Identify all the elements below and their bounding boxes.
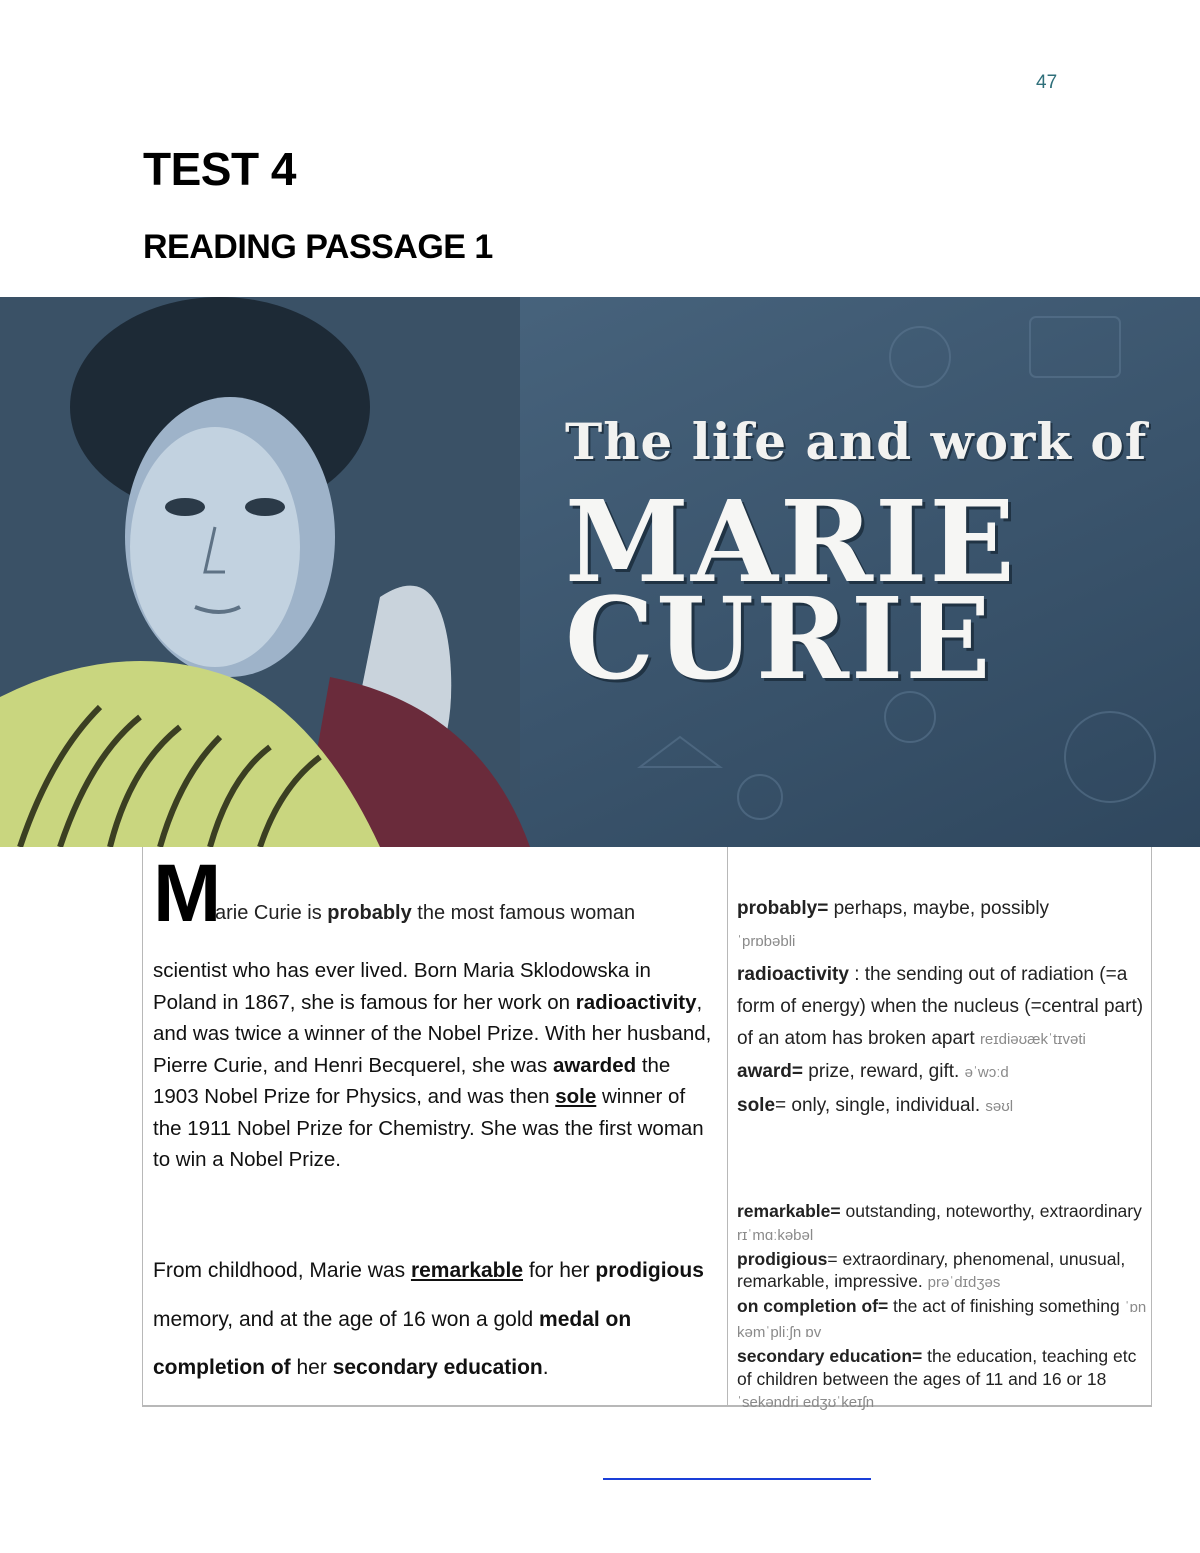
glossary-pronunciation: rɪˈmɑːkəbəl xyxy=(737,1226,814,1244)
glossary-pronunciation: ˈsekəndri edʒʊˈkeɪʃn xyxy=(737,1394,875,1412)
p2-text-2: for her xyxy=(523,1259,596,1282)
glossary-term: award= xyxy=(737,1061,804,1083)
glossary-term: remarkable= xyxy=(737,1201,841,1221)
glossary-definition: = extraordinary, phenomenal, unusual, remarkable, impressive. xyxy=(737,1248,1126,1292)
glossary-term: sole xyxy=(737,1094,776,1116)
first-line-text: arie Curie is xyxy=(215,902,322,924)
glossary-definition: the act of finishing something xyxy=(888,1296,1120,1317)
glossary-pronunciation: ˈprɒbəbli xyxy=(737,933,796,951)
passage-table xyxy=(142,847,1152,1412)
glossary-definition: outstanding, noteworthy, extraordinary xyxy=(840,1201,1142,1221)
passage-title: READING PASSAGE 1 xyxy=(143,228,493,266)
passage-paragraph-2 xyxy=(153,1247,718,1393)
glossary-term: probably= xyxy=(737,898,829,919)
glossary-entry-probably xyxy=(737,893,1147,959)
passage-first-line xyxy=(215,902,635,925)
banner-title-line1: MARIE xyxy=(565,477,1017,608)
first-line-end: the most famous woman xyxy=(417,902,636,924)
glossary-term: on completion of= xyxy=(737,1296,889,1317)
passage-paragraph-1 xyxy=(153,955,713,1176)
glossary-pronunciation: səʊl xyxy=(985,1097,1014,1115)
glossary-group-2 xyxy=(737,1200,1147,1415)
glossary-term: secondary education= xyxy=(737,1345,923,1366)
keyword-prodigious: prodigious xyxy=(595,1259,704,1282)
glossary-definition: : the sending out of radiation (=a form of energy) when the nucleus (=central part) of an atom has broken apart xyxy=(737,963,1144,1050)
p2-text-3: memory, and at the age of 16 won a gold xyxy=(153,1307,540,1331)
footer-link-underline[interactable] xyxy=(603,1478,871,1480)
glossary-entry-radioactivity xyxy=(737,959,1147,1057)
keyword-probably: probably xyxy=(327,902,412,924)
glossary-entry-completion xyxy=(737,1295,1147,1345)
banner-image xyxy=(0,297,1200,847)
glossary-definition: = only, single, individual. xyxy=(775,1094,981,1116)
glossary-group-1 xyxy=(737,893,1147,1123)
glossary-entry-award xyxy=(737,1056,1147,1089)
glossary-pronunciation: ˈɒn kəmˈpliːʃn ɒv xyxy=(737,1299,1147,1341)
keyword-radioactivity: radioactivity xyxy=(575,990,697,1014)
dropcap: M xyxy=(153,848,220,939)
glossary-entry-remarkable xyxy=(737,1200,1147,1248)
column-divider xyxy=(727,847,728,1405)
glossary-term: radioactivity xyxy=(737,963,849,985)
glossary-definition: perhaps, maybe, possibly xyxy=(828,898,1050,919)
p1-text-4: winner of the 1911 Nobel Prize for Chemistry. She was the first woman to win a Nobel Prize. xyxy=(153,1085,704,1171)
p1-text-3: the 1903 Nobel Prize for Physics, and was then xyxy=(153,1053,671,1108)
keyword-awarded: awarded xyxy=(552,1053,637,1077)
page-number: 47 xyxy=(1036,72,1058,93)
glossary-pronunciation: prəˈdɪdʒəs xyxy=(927,1274,1001,1292)
keyword-remarkable: remarkable xyxy=(410,1259,524,1282)
p1-text-2: , and was twice a winner of the Nobel Prize. With her husband, Pierre Curie, and Henri Becquerel, she was xyxy=(153,990,712,1077)
glossary-entry-sole xyxy=(737,1090,1147,1123)
glossary-term: prodigious xyxy=(737,1248,828,1269)
glossary-entry-prodigious xyxy=(737,1248,1147,1296)
glossary-definition: prize, reward, gift. xyxy=(803,1061,960,1083)
keyword-secondary-education: secondary education xyxy=(332,1356,543,1379)
p2-text-1: From childhood, Marie was xyxy=(153,1259,411,1282)
glossary-entry-secondary-education xyxy=(737,1345,1147,1415)
keyword-sole: sole xyxy=(555,1085,597,1108)
p2-text-5: . xyxy=(542,1356,549,1379)
banner-title-line2: CURIE xyxy=(565,574,993,705)
glossary-pronunciation: əˈwɔːd xyxy=(964,1064,1009,1082)
p1-text-1: scientist who has ever lived. Born Maria Sklodowska in Poland in 1867, she is famous for her work on xyxy=(153,959,651,1014)
glossary-definition: the education, teaching etc of children between the ages of 11 and 16 or 18 xyxy=(737,1345,1137,1389)
p2-text-4: her xyxy=(290,1356,333,1379)
test-title: TEST 4 xyxy=(143,143,296,195)
glossary-pronunciation: reɪdiəʊækˈtɪvəti xyxy=(979,1031,1086,1049)
banner-subtitle: The life and work of xyxy=(565,412,1148,471)
keyword-completion: medal on completion of xyxy=(153,1307,632,1379)
